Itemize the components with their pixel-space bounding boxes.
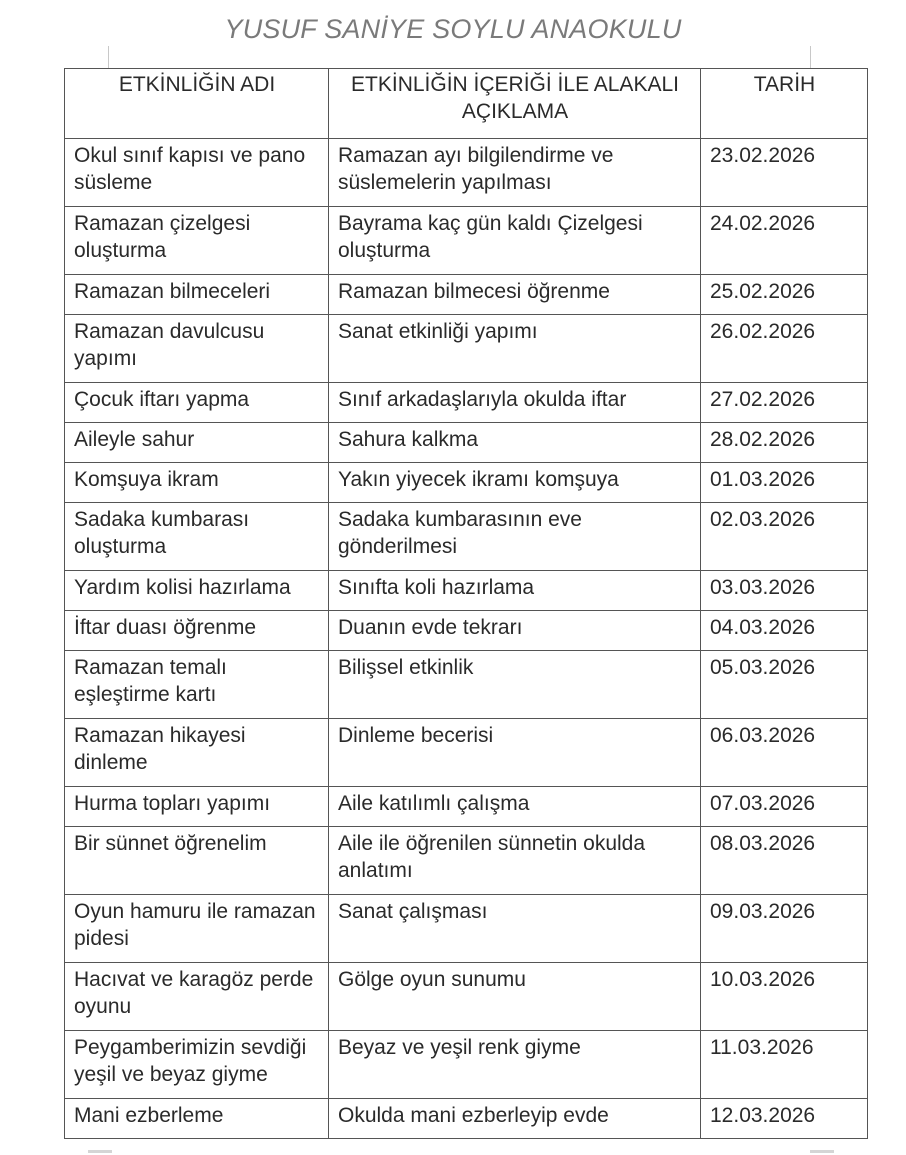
activity-description-cell: Beyaz ve yeşil renk giyme [329, 1031, 701, 1099]
table-row [65, 275, 868, 315]
table-row [65, 719, 868, 787]
activity-description-cell: Sanat çalışması [329, 895, 701, 963]
table-row [65, 423, 868, 463]
date-cell: 09.03.2026 [701, 895, 868, 963]
date-cell: 05.03.2026 [701, 651, 868, 719]
activity-table [64, 68, 868, 1139]
activity-name-cell: Mani ezberleme [65, 1099, 329, 1139]
table-header-row [65, 69, 868, 139]
activity-description-cell: Gölge oyun sunumu [329, 963, 701, 1031]
header-activity-description: ETKİNLİĞİN İÇERİĞİ İLE ALAKALI AÇIKLAMA [329, 69, 701, 139]
activity-description-cell: Sınıfta koli hazırlama [329, 571, 701, 611]
activity-description-cell: Sadaka kumbarasının eve gönderilmesi [329, 503, 701, 571]
date-cell: 04.03.2026 [701, 611, 868, 651]
activity-description-cell: Sanat etkinliği yapımı [329, 315, 701, 383]
table-row [65, 963, 868, 1031]
activity-name-cell: Ramazan davulcusu yapımı [65, 315, 329, 383]
table-row [65, 571, 868, 611]
ruler-tick [108, 46, 109, 68]
activity-name-cell: Ramazan temalı eşleştirme kartı [65, 651, 329, 719]
page-edge-mark [88, 1150, 112, 1153]
table-row [65, 827, 868, 895]
date-cell: 06.03.2026 [701, 719, 868, 787]
activity-name-cell: Aileyle sahur [65, 423, 329, 463]
date-cell: 07.03.2026 [701, 787, 868, 827]
activity-name-cell: Çocuk iftarı yapma [65, 383, 329, 423]
activity-name-cell: Okul sınıf kapısı ve pano süsleme [65, 139, 329, 207]
activity-description-cell: Bilişsel etkinlik [329, 651, 701, 719]
activity-description-cell: Duanın evde tekrarı [329, 611, 701, 651]
activity-description-cell: Ramazan bilmecesi öğrenme [329, 275, 701, 315]
table-row [65, 1099, 868, 1139]
activity-name-cell: Hacıvat ve karagöz perde oyunu [65, 963, 329, 1031]
activity-description-cell: Dinleme becerisi [329, 719, 701, 787]
table-row [65, 1031, 868, 1099]
activity-name-cell: Oyun hamuru ile ramazan pidesi [65, 895, 329, 963]
activity-description-cell: Yakın yiyecek ikramı komşuya [329, 463, 701, 503]
activity-name-cell: Ramazan çizelgesi oluşturma [65, 207, 329, 275]
table-row [65, 315, 868, 383]
date-cell: 23.02.2026 [701, 139, 868, 207]
table-row [65, 207, 868, 275]
table-row [65, 463, 868, 503]
table-row [65, 611, 868, 651]
activity-name-cell: Peygamberimizin sevdiği yeşil ve beyaz giyme [65, 1031, 329, 1099]
activity-name-cell: Ramazan bilmeceleri [65, 275, 329, 315]
activity-description-cell: Sahura kalkma [329, 423, 701, 463]
table-row [65, 895, 868, 963]
date-cell: 10.03.2026 [701, 963, 868, 1031]
activity-name-cell: Ramazan hikayesi dinleme [65, 719, 329, 787]
activity-name-cell: Bir sünnet öğrenelim [65, 827, 329, 895]
table-row [65, 383, 868, 423]
date-cell: 02.03.2026 [701, 503, 868, 571]
activity-description-cell: Aile ile öğrenilen sünnetin okulda anlatımı [329, 827, 701, 895]
activity-name-cell: Hurma topları yapımı [65, 787, 329, 827]
table-row [65, 139, 868, 207]
date-cell: 27.02.2026 [701, 383, 868, 423]
date-cell: 26.02.2026 [701, 315, 868, 383]
date-cell: 08.03.2026 [701, 827, 868, 895]
date-cell: 11.03.2026 [701, 1031, 868, 1099]
activity-name-cell: Komşuya ikram [65, 463, 329, 503]
date-cell: 28.02.2026 [701, 423, 868, 463]
activity-name-cell: Yardım kolisi hazırlama [65, 571, 329, 611]
table-row [65, 503, 868, 571]
table-row [65, 651, 868, 719]
table-row [65, 787, 868, 827]
activity-name-cell: İftar duası öğrenme [65, 611, 329, 651]
activity-description-cell: Ramazan ayı bilgilendirme ve süslemelerin yapılması [329, 139, 701, 207]
activity-description-cell: Aile katılımlı çalışma [329, 787, 701, 827]
header-date: TARİH [701, 69, 868, 139]
activity-description-cell: Bayrama kaç gün kaldı Çizelgesi oluşturma [329, 207, 701, 275]
date-cell: 24.02.2026 [701, 207, 868, 275]
date-cell: 01.03.2026 [701, 463, 868, 503]
page-title: YUSUF SANİYE SOYLU ANAOKULU [224, 14, 682, 44]
page-edge-mark [810, 1150, 834, 1153]
activity-name-cell: Sadaka kumbarası oluşturma [65, 503, 329, 571]
activity-description-cell: Okulda mani ezberleyip evde [329, 1099, 701, 1139]
date-cell: 25.02.2026 [701, 275, 868, 315]
ruler-tick [810, 46, 811, 68]
activity-description-cell: Sınıf arkadaşlarıyla okulda iftar [329, 383, 701, 423]
date-cell: 03.03.2026 [701, 571, 868, 611]
header-activity-name: ETKİNLİĞİN ADI [65, 69, 329, 139]
date-cell: 12.03.2026 [701, 1099, 868, 1139]
